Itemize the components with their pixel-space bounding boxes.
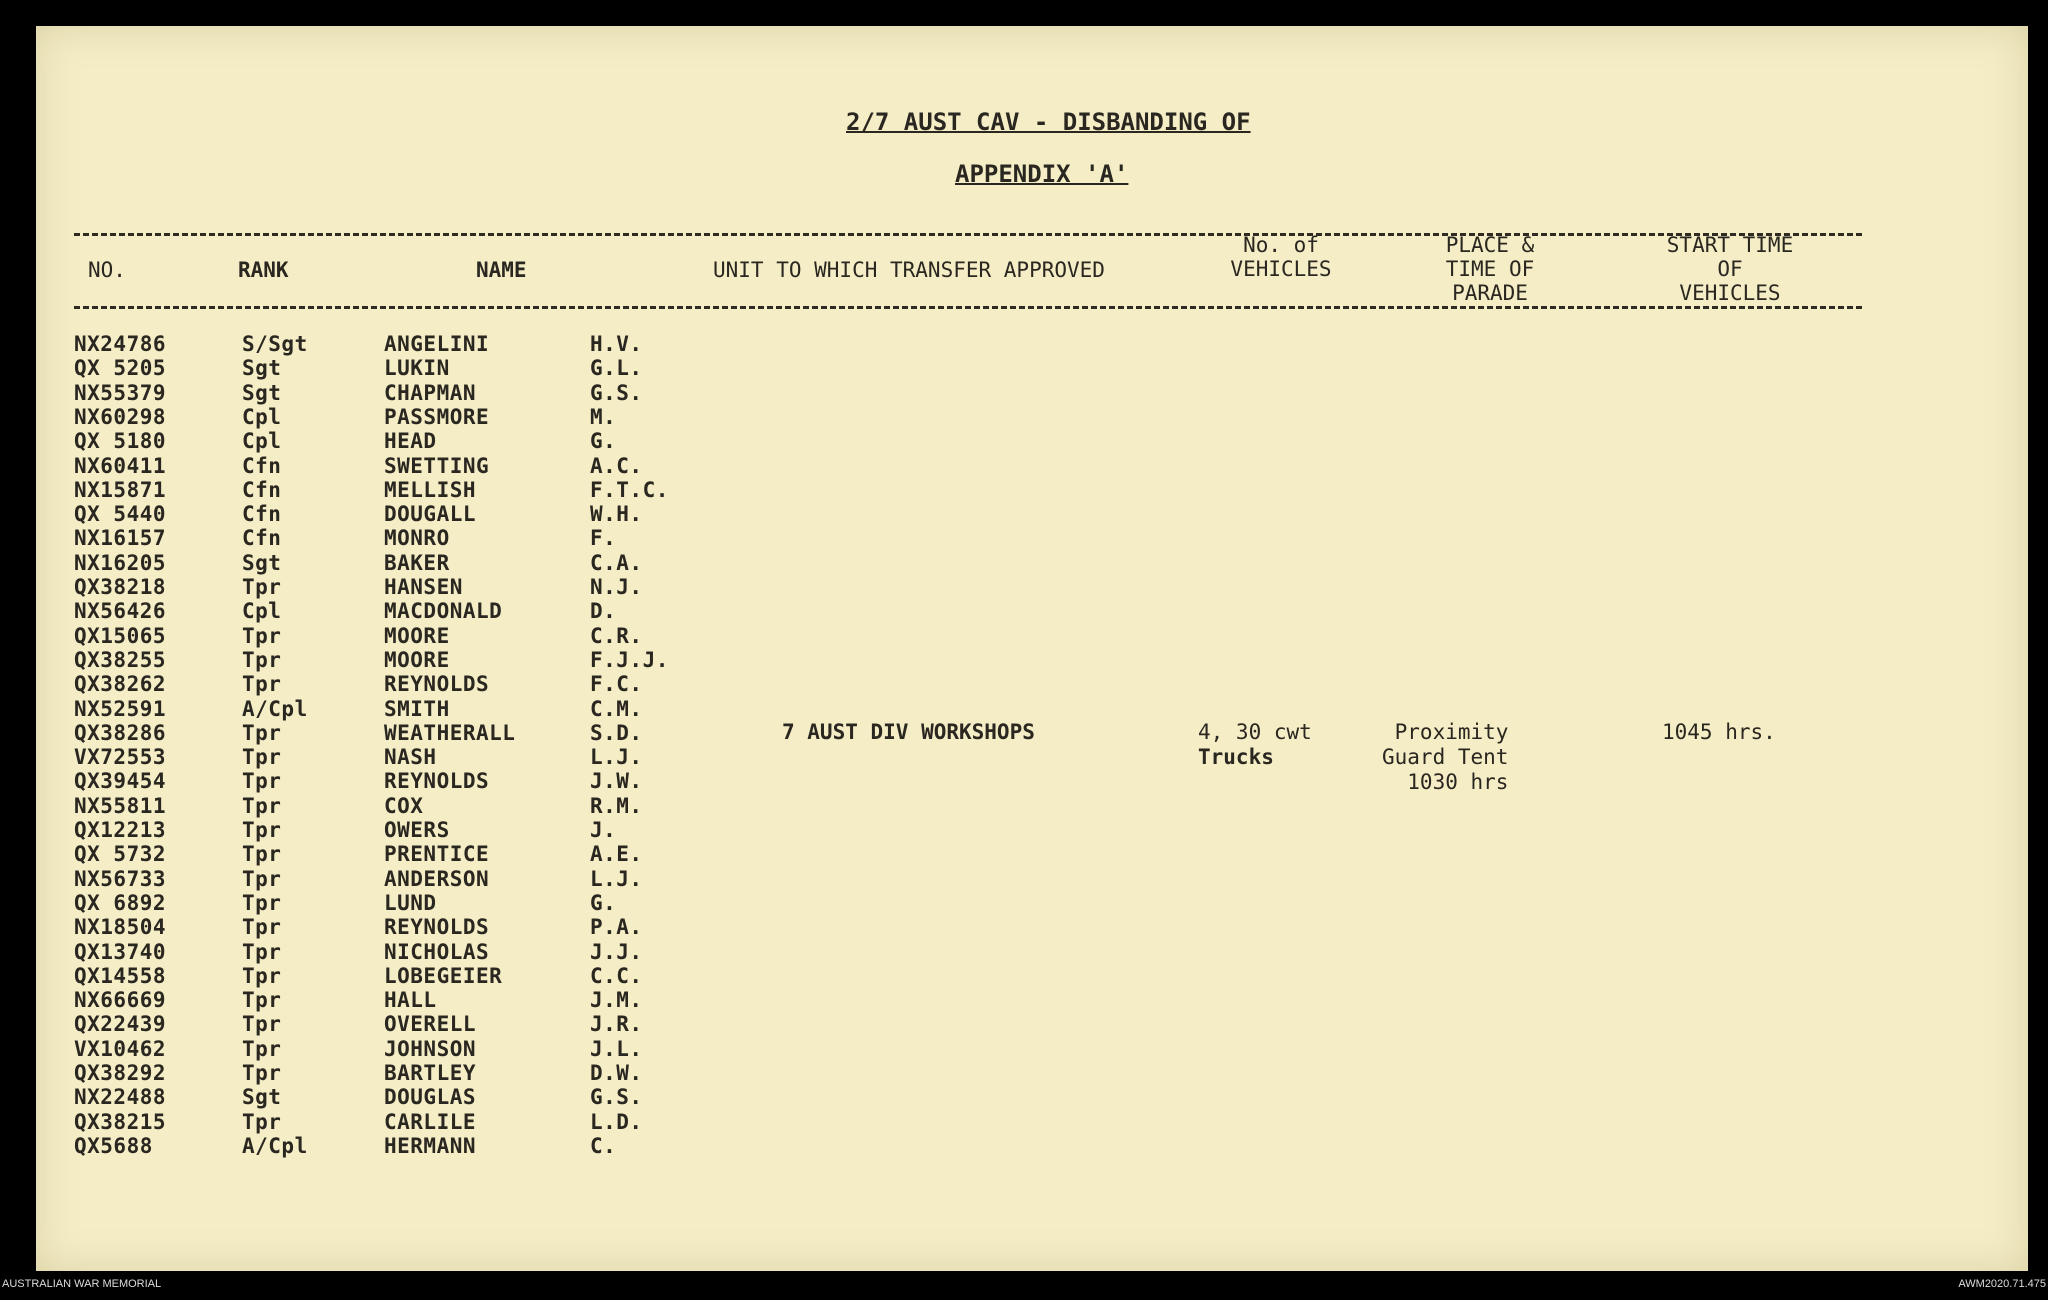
header-rank: RANK: [238, 258, 289, 282]
header-vehicles: [1216, 233, 1346, 281]
table-row: [0, 1085, 2048, 1109]
table-row: [0, 599, 2048, 623]
service-number: NX60298: [74, 405, 167, 429]
footer-reference: AWM2020.71.475: [1958, 1278, 2046, 1290]
header-place-line1: PLACE &: [1445, 233, 1535, 257]
rank: Tpr: [242, 648, 282, 672]
initials: J.W.: [590, 769, 643, 793]
initials: H.V.: [590, 332, 643, 356]
surname: HANSEN: [384, 575, 463, 599]
initials: P.A.: [590, 915, 643, 939]
service-number: QX38262: [74, 672, 167, 696]
service-number: NX55811: [74, 794, 167, 818]
surname: HEAD: [384, 429, 437, 453]
table-row: [0, 502, 2048, 526]
surname: LUND: [384, 891, 437, 915]
rank: Cfn: [242, 526, 282, 550]
rank: S/Sgt: [242, 332, 308, 356]
service-number: NX16205: [74, 551, 167, 575]
initials: G.S.: [590, 1085, 643, 1109]
rank: Tpr: [242, 575, 282, 599]
transfer-place-line1: Proximity: [1394, 720, 1509, 744]
table-row: [0, 624, 2048, 648]
initials: J.M.: [590, 988, 643, 1012]
initials: W.H.: [590, 502, 643, 526]
rank: Cpl: [242, 599, 282, 623]
surname: PRENTICE: [384, 842, 490, 866]
table-row: [0, 697, 2048, 721]
initials: C.M.: [590, 697, 643, 721]
header-place-line2: TIME OF: [1445, 257, 1535, 281]
surname: NASH: [384, 745, 437, 769]
table-row: [0, 769, 2048, 793]
header-name: NAME: [476, 258, 527, 282]
service-number: NX18504: [74, 915, 167, 939]
rank: Tpr: [242, 940, 282, 964]
initials: L.D.: [590, 1110, 643, 1134]
surname: WEATHERALL: [384, 721, 516, 745]
surname: CARLILE: [384, 1110, 477, 1134]
header-vehicles-line2: VEHICLES: [1230, 257, 1332, 281]
initials: F.T.C.: [590, 478, 669, 502]
surname: MELLISH: [384, 478, 477, 502]
surname: MACDONALD: [384, 599, 503, 623]
table-row: [0, 648, 2048, 672]
service-number: NX56733: [74, 867, 167, 891]
initials: F.: [590, 526, 617, 550]
rank: Tpr: [242, 1037, 282, 1061]
initials: C.R.: [590, 624, 643, 648]
initials: S.D.: [590, 721, 643, 745]
surname: REYNOLDS: [384, 672, 490, 696]
initials: F.C.: [590, 672, 643, 696]
surname: COX: [384, 794, 424, 818]
transfer-vehicles: [1198, 720, 1312, 770]
header-place: [1430, 233, 1550, 305]
surname: DOUGLAS: [384, 1085, 477, 1109]
table-row: [0, 988, 2048, 1012]
rank: Tpr: [242, 794, 282, 818]
table-row: [0, 332, 2048, 356]
table-row: [0, 405, 2048, 429]
service-number: QX5688: [74, 1134, 153, 1158]
service-number: QX 5205: [74, 356, 167, 380]
transfer-unit: 7 AUST DIV WORKSHOPS: [782, 720, 1035, 744]
document-title: 2/7 AUST CAV - DISBANDING OF: [846, 108, 1251, 136]
table-row: [0, 1134, 2048, 1158]
initials: M.: [590, 405, 617, 429]
service-number: NX52591: [74, 697, 167, 721]
service-number: NX55379: [74, 381, 167, 405]
surname: MONRO: [384, 526, 450, 550]
surname: LUKIN: [384, 356, 450, 380]
surname: ANDERSON: [384, 867, 490, 891]
table-row: [0, 940, 2048, 964]
header-unit: UNIT TO WHICH TRANSFER APPROVED: [713, 258, 1105, 282]
initials: F.J.J.: [590, 648, 669, 672]
document-subtitle: APPENDIX 'A': [955, 160, 1129, 188]
surname: BAKER: [384, 551, 450, 575]
rank: Sgt: [242, 1085, 282, 1109]
rank: Tpr: [242, 818, 282, 842]
surname: OWERS: [384, 818, 450, 842]
rank: Tpr: [242, 842, 282, 866]
service-number: NX16157: [74, 526, 167, 550]
rank: Tpr: [242, 1110, 282, 1134]
rank: Sgt: [242, 381, 282, 405]
table-row: [0, 964, 2048, 988]
surname: MOORE: [384, 624, 450, 648]
table-row: [0, 1012, 2048, 1036]
service-number: NX56426: [74, 599, 167, 623]
transfer-vehicles-line2: Trucks: [1198, 745, 1274, 769]
service-number: QX38215: [74, 1110, 167, 1134]
transfer-vehicles-line1: 4, 30 cwt: [1198, 720, 1312, 744]
service-number: NX22488: [74, 1085, 167, 1109]
table-row: [0, 356, 2048, 380]
service-number: QX38218: [74, 575, 167, 599]
table-row: [0, 551, 2048, 575]
transfer-place: [1382, 720, 1508, 795]
header-bottom-rule: [74, 306, 1862, 309]
initials: J.L.: [590, 1037, 643, 1061]
initials: J.J.: [590, 940, 643, 964]
initials: G.S.: [590, 381, 643, 405]
rank: Tpr: [242, 624, 282, 648]
rank: Tpr: [242, 745, 282, 769]
service-number: VX72553: [74, 745, 167, 769]
initials: R.M.: [590, 794, 643, 818]
surname: CHAPMAN: [384, 381, 477, 405]
table-row: [0, 381, 2048, 405]
service-number: QX 5440: [74, 502, 167, 526]
service-number: QX15065: [74, 624, 167, 648]
rank: Cpl: [242, 405, 282, 429]
initials: G.: [590, 891, 617, 915]
header-start-line3: VEHICLES: [1679, 281, 1781, 305]
rank: Tpr: [242, 1061, 282, 1085]
initials: G.L.: [590, 356, 643, 380]
table-row: [0, 842, 2048, 866]
initials: C.A.: [590, 551, 643, 575]
surname: PASSMORE: [384, 405, 490, 429]
header-no: NO.: [88, 258, 126, 282]
rank: Tpr: [242, 915, 282, 939]
service-number: QX39454: [74, 769, 167, 793]
surname: HERMANN: [384, 1134, 477, 1158]
rank: Cfn: [242, 454, 282, 478]
initials: J.R.: [590, 1012, 643, 1036]
surname: DOUGALL: [384, 502, 477, 526]
transfer-start-time: 1045 hrs.: [1662, 720, 1776, 744]
service-number: QX22439: [74, 1012, 167, 1036]
table-row: [0, 915, 2048, 939]
rank: Tpr: [242, 769, 282, 793]
header-vehicles-line1: No. of: [1243, 233, 1319, 257]
service-number: QX12213: [74, 818, 167, 842]
rank: Cfn: [242, 478, 282, 502]
rank: Tpr: [242, 891, 282, 915]
surname: OVERELL: [384, 1012, 477, 1036]
surname: SWETTING: [384, 454, 490, 478]
service-number: QX 5732: [74, 842, 167, 866]
service-number: NX15871: [74, 478, 167, 502]
table-row: [0, 891, 2048, 915]
rank: Tpr: [242, 721, 282, 745]
rank: Tpr: [242, 988, 282, 1012]
initials: L.J.: [590, 867, 643, 891]
initials: D.: [590, 599, 617, 623]
service-number: QX 5180: [74, 429, 167, 453]
service-number: NX24786: [74, 332, 167, 356]
service-number: QX38255: [74, 648, 167, 672]
surname: JOHNSON: [384, 1037, 477, 1061]
initials: J.: [590, 818, 617, 842]
rank: A/Cpl: [242, 1134, 308, 1158]
rank: Tpr: [242, 1012, 282, 1036]
table-row: [0, 867, 2048, 891]
surname: REYNOLDS: [384, 915, 490, 939]
table-row: [0, 478, 2048, 502]
table-row: [0, 1110, 2048, 1134]
surname: ANGELINI: [384, 332, 490, 356]
table-row: [0, 1061, 2048, 1085]
initials: C.C.: [590, 964, 643, 988]
service-number: QX38292: [74, 1061, 167, 1085]
rank: Cpl: [242, 429, 282, 453]
service-number: NX60411: [74, 454, 167, 478]
initials: G.: [590, 429, 617, 453]
rank: Tpr: [242, 867, 282, 891]
table-row: [0, 575, 2048, 599]
table-row: [0, 454, 2048, 478]
rank: Cfn: [242, 502, 282, 526]
service-number: VX10462: [74, 1037, 167, 1061]
initials: A.C.: [590, 454, 643, 478]
service-number: QX13740: [74, 940, 167, 964]
table-row: [0, 672, 2048, 696]
initials: D.W.: [590, 1061, 643, 1085]
rank: Tpr: [242, 672, 282, 696]
initials: C.: [590, 1134, 617, 1158]
surname: BARTLEY: [384, 1061, 477, 1085]
table-row: [0, 745, 2048, 769]
surname: REYNOLDS: [384, 769, 490, 793]
service-number: QX 6892: [74, 891, 167, 915]
surname: MOORE: [384, 648, 450, 672]
service-number: QX38286: [74, 721, 167, 745]
table-row: [0, 1037, 2048, 1061]
header-start: [1640, 233, 1820, 305]
footer-credit: AUSTRALIAN WAR MEMORIAL: [2, 1278, 162, 1290]
rank: Tpr: [242, 964, 282, 988]
transfer-place-line2: Guard Tent: [1382, 745, 1509, 769]
initials: L.J.: [590, 745, 643, 769]
transfer-place-line3: 1030 hrs: [1407, 770, 1509, 794]
surname: NICHOLAS: [384, 940, 490, 964]
initials: A.E.: [590, 842, 643, 866]
table-row: [0, 526, 2048, 550]
surname: SMITH: [384, 697, 450, 721]
header-start-line1: START TIME: [1666, 233, 1794, 257]
initials: N.J.: [590, 575, 643, 599]
surname: LOBEGEIER: [384, 964, 503, 988]
header-start-line2: OF: [1717, 257, 1743, 281]
service-number: NX66669: [74, 988, 167, 1012]
table-row: [0, 429, 2048, 453]
rank: A/Cpl: [242, 697, 308, 721]
table-row: [0, 818, 2048, 842]
service-number: QX14558: [74, 964, 167, 988]
table-row: [0, 794, 2048, 818]
header-place-line3: PARADE: [1452, 281, 1528, 305]
surname: HALL: [384, 988, 437, 1012]
rank: Sgt: [242, 551, 282, 575]
rank: Sgt: [242, 356, 282, 380]
header-top-rule: [74, 233, 1862, 236]
